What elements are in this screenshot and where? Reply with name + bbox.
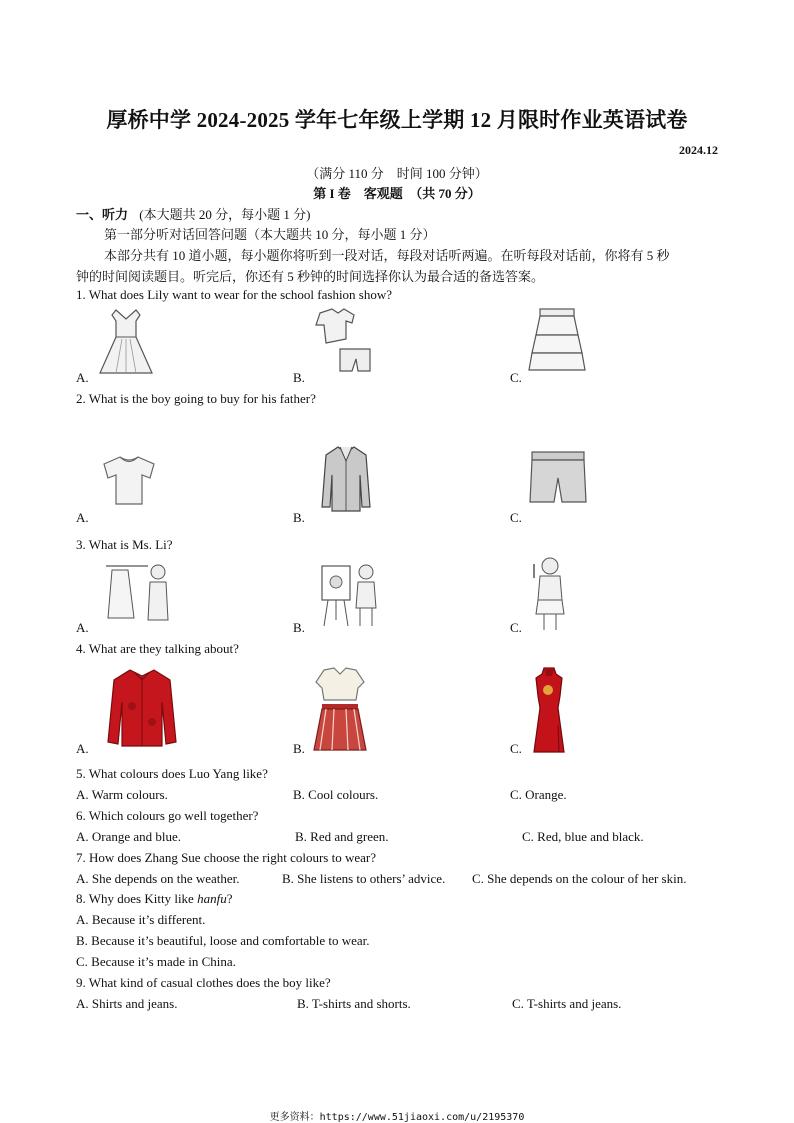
question-4: 4. What are they talking about? <box>76 641 239 656</box>
question-2: 2. What is the boy going to buy for his father? <box>76 391 316 406</box>
question-8-emphasis: hanfu <box>197 891 227 906</box>
q6-option-b: B. Red and green. <box>295 829 389 844</box>
q4-option-c: C. <box>510 741 522 756</box>
question-8-suffix: ? <box>226 891 233 906</box>
q2-option-a: A. <box>76 510 89 525</box>
hanfu-image <box>310 666 370 752</box>
q6-option-a: A. Orange and blue. <box>76 829 182 844</box>
q1-option-c: C. <box>510 370 522 385</box>
shorts-image <box>528 450 588 506</box>
exam-title: 厚桥中学 2024-2025 学年七年级上学期 12 月限时作业英语试卷 <box>106 108 688 132</box>
q8-option-b: B. Because it’s beautiful, loose and comfortable to wear. <box>76 933 370 948</box>
q1-option-b: B. <box>293 370 305 385</box>
question-7: 7. How does Zhang Sue choose the right colours to wear? <box>76 850 377 865</box>
q3-option-a: A. <box>76 620 89 635</box>
question-3: 3. What is Ms. Li? <box>76 537 173 552</box>
shirt-image <box>318 445 374 513</box>
designer-image <box>104 560 174 624</box>
question-6: 6. Which colours go well together? <box>76 808 259 823</box>
tshirt-shorts-image <box>310 307 372 377</box>
q3-option-c: C. <box>510 620 522 635</box>
q5-option-b: B. Cool colours. <box>293 787 379 802</box>
question-5: 5. What colours does Luo Yang like? <box>76 766 268 781</box>
q2-option-c: C. <box>510 510 522 525</box>
footer-link[interactable]: 更多资料：https://www.51jiaoxi.com/u/2195370 <box>269 1112 525 1123</box>
teacher-image <box>528 556 568 632</box>
q8-option-c: C. Because it’s made in China. <box>76 954 236 969</box>
q9-option-b: B. T-shirts and shorts. <box>297 996 411 1011</box>
q3-option-b: B. <box>293 620 305 635</box>
part-heading: 第 I 卷 客观题 （共 70 分） <box>313 186 481 201</box>
q2-option-b: B. <box>293 510 305 525</box>
artist-image <box>318 560 382 628</box>
tang-suit-image <box>104 666 180 750</box>
instructions-line-1: 本部分共有 10 道小题，每小题你将听到一段对话，每段对话听两遍。在听每段对话前，你将有 5 秒 <box>104 248 670 263</box>
q7-option-c: C. She depends on the colour of her skin. <box>472 871 687 886</box>
q9-option-c: C. T-shirts and jeans. <box>512 996 622 1011</box>
section-heading-note: (本大题共 20 分，每小题 1 分) <box>139 207 311 222</box>
q5-option-a: A. Warm colours. <box>76 787 168 802</box>
q8-option-a: A. Because it’s different. <box>76 912 206 927</box>
q6-option-c: C. Red, blue and black. <box>522 829 644 844</box>
q7-option-a: A. She depends on the weather. <box>76 871 240 886</box>
exam-meta: （满分 110 分 时间 100 分钟） <box>306 166 488 181</box>
qipao-image <box>528 666 570 754</box>
section-heading <box>76 204 310 223</box>
question-8 <box>76 891 233 907</box>
tshirt-image <box>100 454 158 506</box>
skirt-image <box>528 307 586 373</box>
question-8-prefix: 8. Why does Kitty like <box>76 891 198 906</box>
exam-date: 2024.12 <box>679 143 718 157</box>
q7-option-b: B. She listens to others’ advice. <box>282 871 446 886</box>
dress-image <box>96 307 156 377</box>
subheading: 第一部分听对话回答问题（本大题共 10 分，每小题 1 分） <box>104 227 436 242</box>
section-heading-title: 一、听力 <box>76 207 129 222</box>
q5-option-c: C. Orange. <box>510 787 567 802</box>
q9-option-a: A. Shirts and jeans. <box>76 996 178 1011</box>
instructions-line-2: 钟的时间阅读题目。听完后，你还有 5 秒钟的时间选择你认为最合适的备选答案。 <box>76 269 545 284</box>
question-1: 1. What does Lily want to wear for the school fashion show? <box>76 287 393 302</box>
q4-option-a: A. <box>76 741 89 756</box>
q1-option-a: A. <box>76 370 89 385</box>
question-9: 9. What kind of casual clothes does the boy like? <box>76 975 331 990</box>
q4-option-b: B. <box>293 741 305 756</box>
